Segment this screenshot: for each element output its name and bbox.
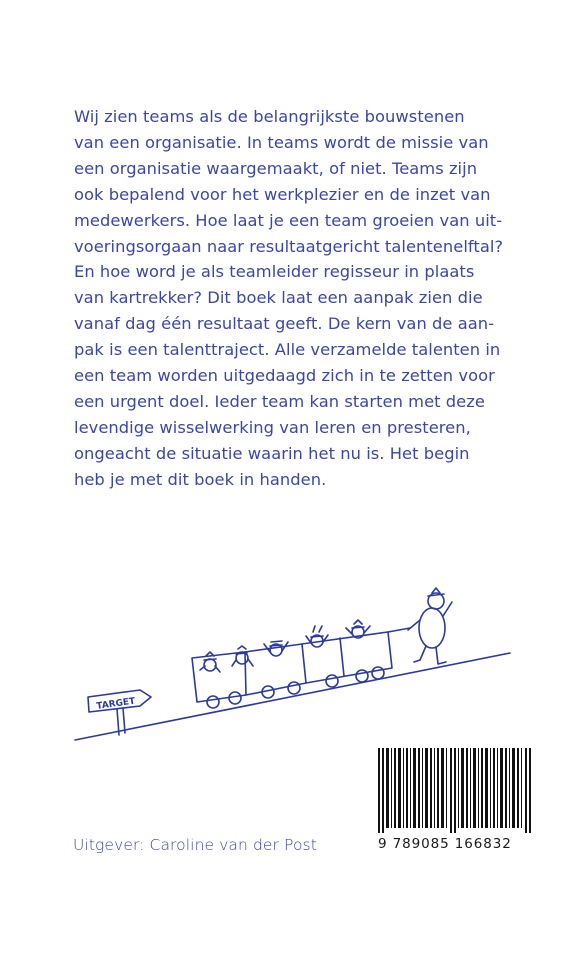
isbn-number: 9 789085 166832: [378, 836, 512, 852]
team-leader-figure: [388, 588, 452, 664]
blurb-line: pak is een talenttraject. Alle verzamelde talenten in: [74, 340, 501, 360]
blurb-line: heb je met dit boek in handen.: [74, 469, 327, 489]
blurb-line: Wij zien teams als de belangrijkste bouwstenen: [74, 107, 465, 126]
target-sign: [88, 690, 151, 735]
blurb-line: levendige wisselwerking van leren en presteren,: [74, 417, 471, 437]
slope-line: [75, 653, 510, 740]
barcode-bars: [378, 748, 531, 833]
blurb-line: ook bepalend voor het werkplezier en de inzet van: [74, 184, 491, 204]
blurb-text: [74, 104, 544, 493]
team-wagon-illustration: [70, 580, 520, 750]
barcode: [378, 748, 534, 833]
blurb-line: ongeacht de situatie waarin het nu is. Het begin: [74, 443, 470, 463]
blurb-line: vanaf dag één resultaat geeft. De kern van de aan-: [74, 314, 495, 334]
blurb-line: En hoe word je als teamleider regisseur in plaats: [74, 262, 475, 282]
blurb-line: een organisatie waargemaakt, of niet. Teams zijn: [74, 158, 478, 178]
blurb-line: een team worden uitgedaagd zich in te zetten voor: [74, 366, 495, 386]
team-figures: [200, 620, 370, 672]
blurb-line: medewerkers. Hoe laat je een team groeien van uit-: [74, 210, 503, 230]
blurb-line: van een organisatie. In teams wordt de missie van: [74, 132, 489, 152]
target-sign-label: TARGET: [95, 696, 136, 712]
blurb-line: van kartrekker? Dit boek laat een aanpak zien die: [74, 288, 483, 308]
blurb-line: voeringsorgaan naar resultaatgericht talentenelftal?: [74, 236, 504, 256]
publisher-credit: Uitgever: Caroline van der Post: [73, 836, 317, 854]
blurb-line: een urgent doel. Ieder team kan starten met deze: [74, 391, 485, 411]
